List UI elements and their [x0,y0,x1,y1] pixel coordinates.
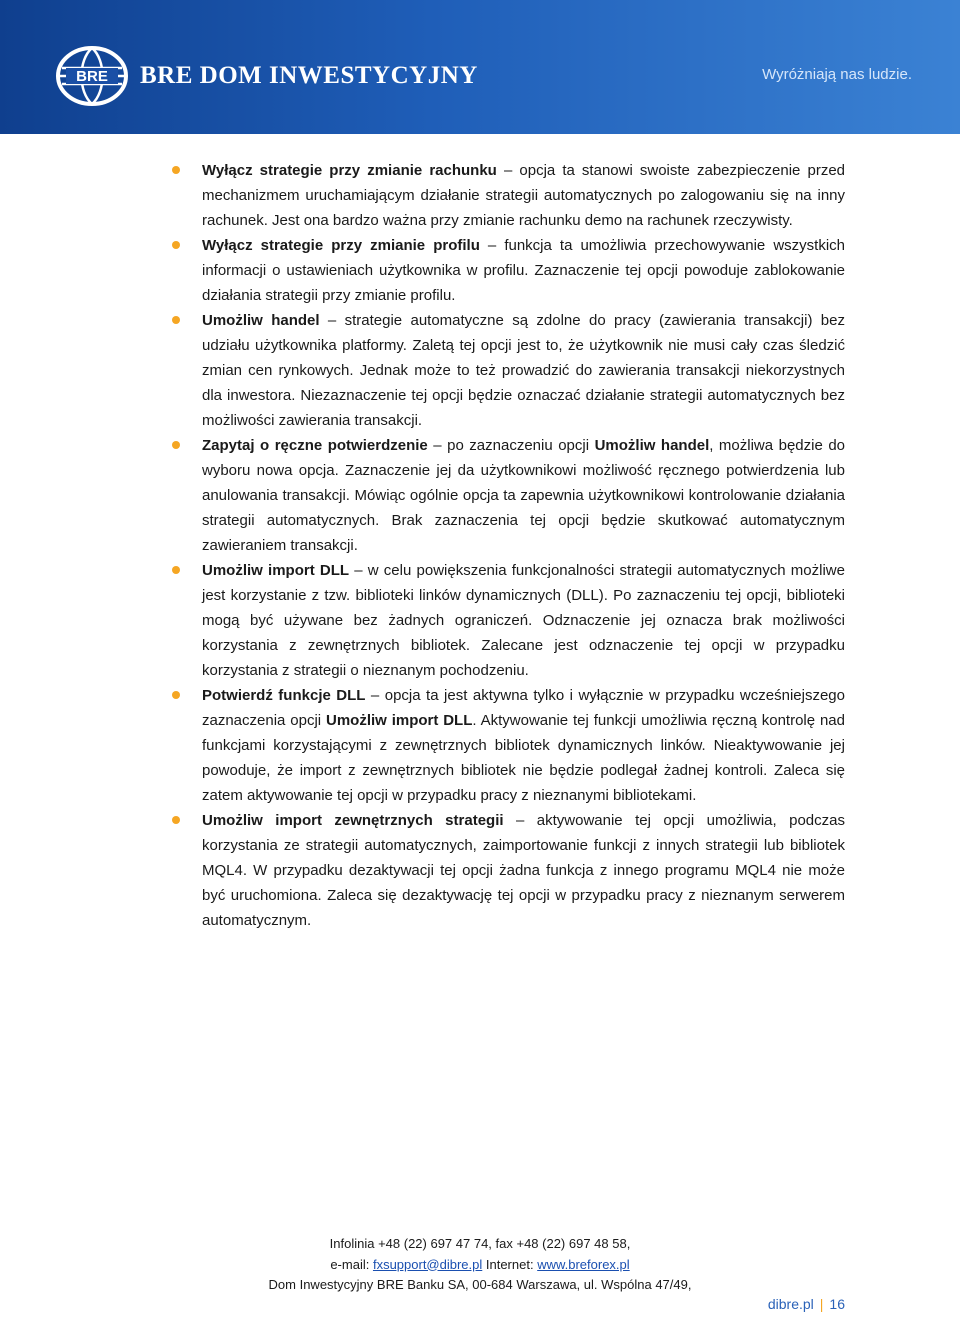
page-separator: | [819,1296,824,1312]
page-number-value: 16 [829,1296,845,1312]
bre-logo-icon [56,46,128,106]
bullet-icon [172,691,180,699]
email-link[interactable]: fxsupport@dibre.pl [372,1256,483,1272]
list-item [0,433,845,558]
inline-option-name: Umożliw import DLL [325,712,473,729]
list-item [0,558,845,683]
page-number [768,1296,845,1312]
item-text: , możliwa będzie do wyboru nowa opcja. Zaznaczenie jej da użytkownikowi możliwość ręcznego potwierdzenia lub anulowania transakcji. Mówiąc ogólnie opcja ta zapewnia użytkownikowi kontrolowanie działania strategii automatycznych. Brak zaznaczenia tej opcji będzie skutkować automatycznym zawieraniem transakcji. [202,437,846,554]
item-paragraph [202,158,845,233]
item-paragraph [202,683,845,808]
bullet-icon [172,241,180,249]
item-title: Umożliw handel [202,312,320,329]
item-text: – aktywowanie tej opcji umożliwia, podczas korzystania ze strategii automatycznych, zaimportowanie funkcji z innych strategii lub bibliotek MQL4. W przypadku dezaktywacji tej opcji żadna funkcja z innego programu MQL4 nie może być uruchomiona. Zaleca się dezaktywację tej opcji w przypadku pracy z nieznanym serwerem automatycznym. [202,812,845,929]
item-text: – opcja ta stanowi swoiste zabezpieczenie przed mechanizmem uruchamiającym działanie strategii automatycznych po zalogowaniu się na inny rachunek. Jest ona bardzo ważna przy zmianie rachunku demo na rachunek rzeczywisty. [202,162,846,229]
item-text-before: – po zaznaczeniu opcji [427,437,595,454]
list-item [0,683,845,808]
logo-text: BRE [76,68,108,85]
email-label: e-mail: [330,1256,373,1272]
item-text-before: – opcja ta jest aktywna tylko i wyłącznie w przypadku wcześniejszego zaznaczenia opcji [202,687,845,729]
page-footer [0,1234,960,1296]
bullet-icon [172,441,180,449]
footer-contact-line: Infolinia +48 (22) 697 47 74, fax +48 (22) 697 48 58, [329,1236,631,1251]
inline-option-name: Umożliw handel [594,437,710,454]
website-link[interactable]: www.breforex.pl [537,1256,630,1272]
item-title: Zapytaj o ręczne potwierdzenie [202,437,428,454]
page-header [0,0,960,134]
bullet-icon [172,316,180,324]
item-text: – w celu powiększenia funkcjonalności strategii automatycznych możliwe jest korzystanie z tzw. biblioteki linków dynamicznych (DLL). Po zaznaczeniu tej opcji, biblioteki mogą być używane bez żadnych ograniczeń. Odznaczenie jej oznacza brak możliwości korzystania z zewnętrznych bibliotek. Zalecane jest odznaczenie tej opcji w przypadku korzystania z strategii o nieznanym pochodzeniu. [202,562,845,679]
item-paragraph [202,308,845,433]
tagline: Wyróżniają nas ludzie. [762,66,912,83]
footer-address-line: Dom Inwestycyjny BRE Banku SA, 00-684 Warszawa, ul. Wspólna 47/49, [268,1277,692,1292]
item-text: – strategie automatyczne są zdolne do pracy (zawierania transakcji) bez udziału użytkownika platformy. Zaletą tej opcji jest to, że użytkownik nie musi cały czas śledzić zmian cen rynkowych. Jednak może to też prowadzić do zawierania transakcji niekorzystnych dla inwestora. Niezaznaczenie tej opcji będzie oznaczać działanie strategii automatycznych bez możliwości zawierania transakcji. [202,312,845,429]
item-paragraph [202,808,845,933]
bullet-icon [172,166,180,174]
item-paragraph [202,233,845,308]
item-paragraph [202,558,845,683]
item-paragraph [202,433,845,558]
footer-links-line [0,1255,960,1276]
item-title: Umożliw import zewnętrznych strategii [202,812,504,829]
internet-label: Internet: [482,1256,538,1272]
item-text: – funkcja ta umożliwia przechowywanie wszystkich informacji o ustawieniach użytkownika w profilu. Zaznaczenie tej opcji powoduje zablokowanie działania strategii przy zmianie profilu. [202,237,845,304]
site-name: dibre.pl [767,1296,814,1312]
item-title: Umożliw import DLL [202,562,350,579]
item-text: . Aktywowanie tej funkcji umożliwia ręczną kontrolę nad funkcjami korzystającymi z zewnętrznych bibliotek dynamicznych linków. Nieaktywowanie jej powoduje, że import z zewnętrznych bibliotek nie będzie podlegał żadnej kontroli. Zaleca się zatem aktywowanie tej opcji w przypadku pracy z nieznanymi bibliotekami. [202,712,845,804]
list-item [0,233,845,308]
item-title: Potwierdź funkcje DLL [202,687,366,704]
list-item [0,308,845,433]
list-item [0,808,845,933]
bullet-icon [172,816,180,824]
bullet-icon [172,566,180,574]
item-title: Wyłącz strategie przy zmianie rachunku [202,162,497,179]
list-item [0,158,845,233]
brand-name: BRE DOM INWESTYCYJNY [140,62,478,89]
document-body [0,158,960,933]
item-title: Wyłącz strategie przy zmianie profilu [202,237,480,254]
